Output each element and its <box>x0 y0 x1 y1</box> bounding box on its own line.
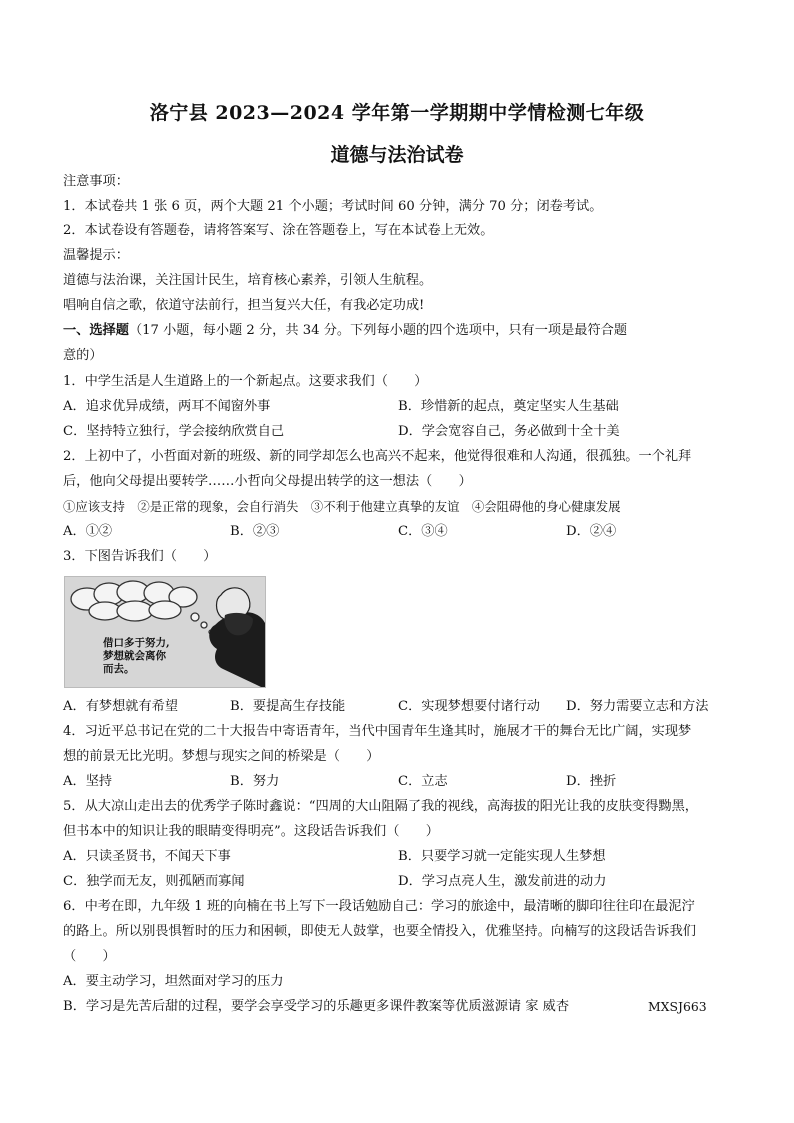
exam-subtitle: 道德与法治试卷 <box>330 144 464 166</box>
q3-cartoon-image <box>64 576 266 688</box>
watermark-code: MXSJ663 <box>648 999 707 1014</box>
note-item-2: 2．本试卷设有答题卷，请将答案写、涂在答题卷上，写在本试卷上无效。 <box>63 223 494 238</box>
q5-stem-2: 但书本中的知识让我的眼睛变得明亮”。这段话告诉我们（ ） <box>63 824 439 839</box>
section1-desc: （17 小题，每小题 2 分，共 34 分。下列每小题的四个选项中，只有一项是最符合题 <box>128 323 628 338</box>
q2-statements: ①应该支持 ②是正常的现象，会自行消失 ③不利于他建立真挚的友谊 ④会阻碍他的身心健康发展 <box>63 499 621 514</box>
tips-line-1: 道德与法治课，关注国计民生，培育核心素养，引领人生航程。 <box>63 273 433 288</box>
exam-title: 洛宁县 2023—2024 学年第一学期期中学情检测七年级 <box>149 102 645 124</box>
section1-header <box>63 322 627 340</box>
notes-heading: 注意事项： <box>63 174 129 189</box>
q2-option-a: A．①② <box>63 524 113 539</box>
q3-option-c: C．实现梦想要付诸行动 <box>398 699 540 714</box>
tips-heading: 温馨提示： <box>63 248 129 263</box>
q4-stem-2: 想的前景无比光明。梦想与现实之间的桥梁是（ ） <box>63 749 380 764</box>
q4-option-d: D．挫折 <box>566 774 617 789</box>
q1-option-d: D．学会宽容自己，务必做到十全十美 <box>398 424 620 439</box>
q2-option-d: D．②④ <box>566 524 617 539</box>
q6-option-b: B．学习是先苦后甜的过程，要学会享受学习的乐趣更多课件教案等优质滋源请 家 威杏 <box>63 999 570 1014</box>
q1-option-b: B．珍惜新的起点，奠定坚实人生基础 <box>398 399 619 414</box>
q6-option-a: A．要主动学习，坦然面对学习的压力 <box>63 974 284 989</box>
q3-option-b: B．要提高生存技能 <box>230 699 346 714</box>
cartoon-caption-line-1: 借口多于努力, <box>103 637 170 649</box>
section1-desc-cont: 意的） <box>63 348 103 363</box>
cartoon-caption-line-3: 而去。 <box>103 663 135 675</box>
q5-stem-1: 5．从大凉山走出去的优秀学子陈时鑫说：“四周的大山阻隔了我的视线，高海拔的阳光让我的皮肤变得黝黑， <box>63 799 698 814</box>
q4-option-a: A．坚持 <box>63 774 113 789</box>
q2-stem-2: 后，他向父母提出要转学……小哲向父母提出转学的这一想法（ ） <box>63 474 472 489</box>
q3-option-d: D．努力需要立志和方法 <box>566 699 709 714</box>
q2-option-c: C．③④ <box>398 524 448 539</box>
q1-stem: 1．中学生活是人生道路上的一个新起点。这要求我们（ ） <box>63 374 428 389</box>
q4-stem-1: 4．习近平总书记在党的二十大报告中寄语青年，当代中国青年生逢其时，施展才干的舞台无比广阔，实现梦 <box>63 724 692 739</box>
note-item-1: 1．本试卷共 1 张 6 页，两个大题 21 个小题；考试时间 60 分钟，满分 70 分；闭卷考试。 <box>63 199 603 214</box>
q4-option-c: C．立志 <box>398 774 448 789</box>
q3-stem: 3．下图告诉我们（ ） <box>63 549 217 564</box>
q4-option-b: B．努力 <box>230 774 280 789</box>
cartoon-caption <box>103 637 170 676</box>
q5-option-b: B．只要学习就一定能实现人生梦想 <box>398 849 606 864</box>
q2-stem-1: 2．上初中了，小哲面对新的班级、新的同学却怎么也高兴不起来，他觉得很难和人沟通，很孤独。一个礼拜 <box>63 449 692 464</box>
cartoon-caption-line-2: 梦想就会离你 <box>103 650 166 662</box>
q5-option-d: D．学习点亮人生，激发前进的动力 <box>398 874 607 889</box>
q6-stem-3: （ ） <box>63 949 116 964</box>
q5-option-c: C．独学而无友，则孤陋而寡闻 <box>63 874 245 889</box>
q6-stem-1: 6．中考在即，九年级 1 班的向楠在书上写下一段话勉励自己：学习的旅途中，最清晰的脚印往往印在最泥泞 <box>63 899 695 914</box>
q6-stem-2: 的路上。所以别畏惧暂时的压力和困顿，即使无人鼓掌，也要全情投入，优雅坚持。向楠写的这段话告诉我们 <box>63 924 696 939</box>
q2-option-b: B．②③ <box>230 524 280 539</box>
q3-option-a: A．有梦想就有希望 <box>63 699 179 714</box>
q5-option-a: A．只读圣贤书，不闻天下事 <box>63 849 231 864</box>
section1-label: 一、选择题 <box>63 323 129 338</box>
q1-option-a: A．追求优异成绩，两耳不闻窗外事 <box>63 399 271 414</box>
q1-option-c: C．坚持特立独行，学会接纳欣赏自己 <box>63 424 285 439</box>
tips-line-2: 唱响自信之歌，依道守法前行，担当复兴大任，有我必定功成! <box>63 298 425 313</box>
